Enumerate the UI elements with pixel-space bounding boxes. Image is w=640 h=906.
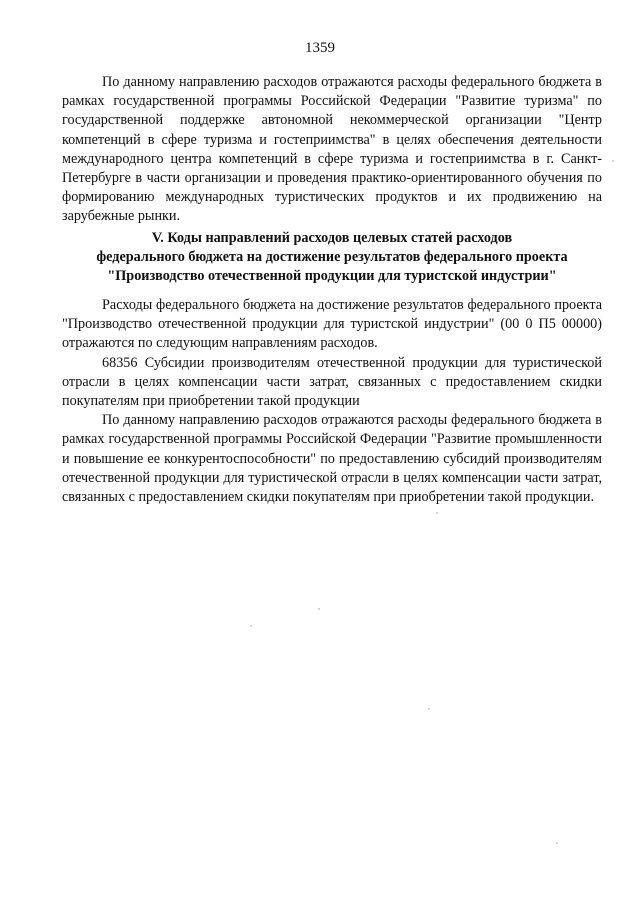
- scan-speck: [556, 842, 558, 844]
- scan-speck: [612, 160, 614, 162]
- section-heading-line-1: V. Коды направлений расходов целевых статей расходов: [151, 230, 513, 246]
- section-heading-line-2: федерального бюджета на достижение результатов федерального проекта: [96, 249, 568, 266]
- paragraph-program-description: По данному направлению расходов отражаются расходы федерального бюджета в рамках государственной программы Российской Федерации "Развитие промышленности и повышение ее конкурентоспособности" по предоставлению субсидий производителям отечественной продукции для туристической отрасли в целях компенсации части затрат, связанных с предоставлением скидки покупателям при приобретении такой продукции.: [62, 412, 602, 506]
- text-block-bottom: [62, 296, 602, 507]
- paragraph-tourism-competence-center: По данному направлению расходов отражаются расходы федерального бюджета в рамках государственной программы Российской Федерации "Развитие туризма" по государственной поддержке автономной некоммерческой организации "Центр компетенций в сфере туризма и гостеприимства" в целях обеспечения деятельности международного центра компетенций в сфере туризма и гостеприимства в г. Санкт-Петербурге в части организации и проведения практико-ориентированного обучения по формированию международных туристических продуктов и их продвижению на зарубежные рынки.: [62, 74, 602, 225]
- scan-speck: [250, 625, 252, 627]
- scan-speck: [436, 512, 438, 514]
- section-heading: [62, 229, 602, 287]
- page-number: 1359: [305, 40, 335, 56]
- paragraph-federal-project-expenses: Расходы федерального бюджета на достижение результатов федерального проекта "Производство отечественной продукции для туристской индустрии" (00 0 П5 00000) отражаются по следующим направлениям расходов.: [62, 297, 602, 352]
- scan-speck: [318, 608, 320, 610]
- section-heading-line-3: "Производство отечественной продукции для туристской индустрии": [107, 268, 557, 285]
- text-block-top: [62, 73, 602, 227]
- paragraph-code-68356: 68356 Субсидии производителям отечественной продукции для туристической отрасли в целях компенсации части затрат, связанных с предоставлением скидки покупателям при приобретении такой продукции: [62, 354, 602, 410]
- scan-speck: [428, 708, 430, 710]
